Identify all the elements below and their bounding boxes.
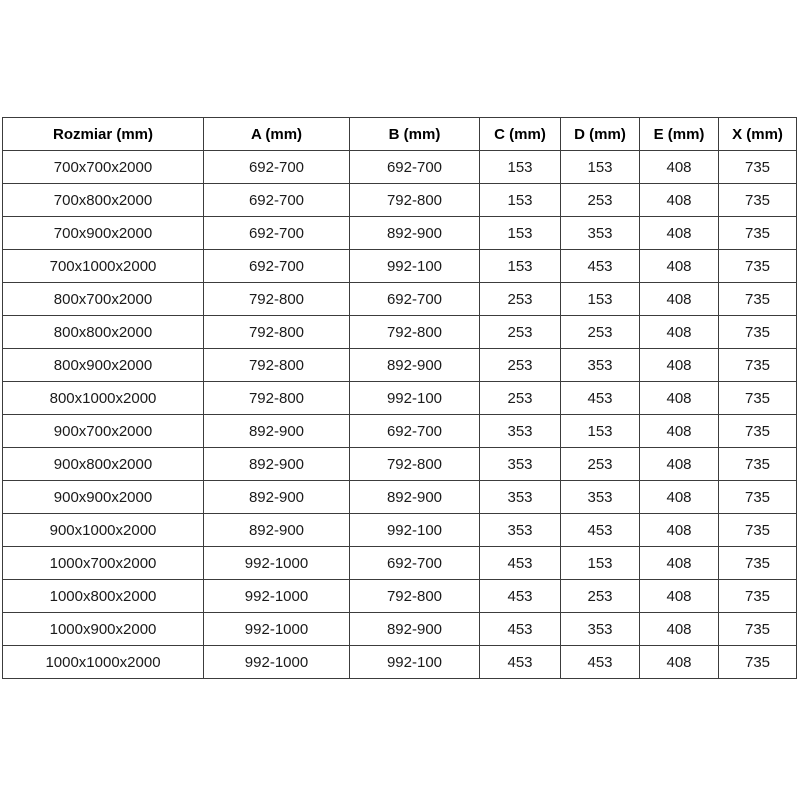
table-cell: 792-800 bbox=[350, 580, 480, 613]
table-cell: 735 bbox=[719, 514, 797, 547]
table-cell: 800x1000x2000 bbox=[3, 382, 204, 415]
table-cell: 900x900x2000 bbox=[3, 481, 204, 514]
table-row bbox=[3, 547, 797, 580]
table-cell: 408 bbox=[640, 382, 719, 415]
column-header: D (mm) bbox=[561, 118, 640, 151]
table-row bbox=[3, 349, 797, 382]
table-row bbox=[3, 184, 797, 217]
table-cell: 992-1000 bbox=[204, 580, 350, 613]
table-cell: 153 bbox=[480, 184, 561, 217]
table-cell: 408 bbox=[640, 481, 719, 514]
table-cell: 408 bbox=[640, 646, 719, 679]
table-cell: 353 bbox=[480, 448, 561, 481]
dimensions-table-container bbox=[2, 117, 798, 679]
table-cell: 253 bbox=[480, 316, 561, 349]
table-cell: 253 bbox=[561, 316, 640, 349]
table-row bbox=[3, 382, 797, 415]
table-cell: 353 bbox=[480, 415, 561, 448]
table-cell: 900x1000x2000 bbox=[3, 514, 204, 547]
table-cell: 408 bbox=[640, 316, 719, 349]
table-cell: 992-100 bbox=[350, 646, 480, 679]
table-cell: 253 bbox=[480, 283, 561, 316]
table-cell: 408 bbox=[640, 184, 719, 217]
table-row bbox=[3, 250, 797, 283]
table-cell: 735 bbox=[719, 547, 797, 580]
table-cell: 408 bbox=[640, 580, 719, 613]
table-cell: 792-800 bbox=[350, 184, 480, 217]
table-cell: 992-1000 bbox=[204, 547, 350, 580]
table-cell: 408 bbox=[640, 448, 719, 481]
table-body bbox=[3, 151, 797, 679]
table-cell: 353 bbox=[480, 514, 561, 547]
table-cell: 735 bbox=[719, 448, 797, 481]
table-cell: 453 bbox=[480, 547, 561, 580]
table-cell: 153 bbox=[561, 283, 640, 316]
table-cell: 992-1000 bbox=[204, 613, 350, 646]
table-cell: 408 bbox=[640, 415, 719, 448]
table-cell: 700x900x2000 bbox=[3, 217, 204, 250]
table-cell: 792-800 bbox=[350, 316, 480, 349]
table-cell: 408 bbox=[640, 217, 719, 250]
table-cell: 253 bbox=[561, 580, 640, 613]
table-cell: 735 bbox=[719, 283, 797, 316]
table-cell: 792-800 bbox=[204, 316, 350, 349]
table-cell: 735 bbox=[719, 646, 797, 679]
table-cell: 900x700x2000 bbox=[3, 415, 204, 448]
table-cell: 892-900 bbox=[350, 349, 480, 382]
table-cell: 792-800 bbox=[204, 349, 350, 382]
table-cell: 153 bbox=[480, 217, 561, 250]
table-cell: 792-800 bbox=[204, 283, 350, 316]
table-cell: 992-100 bbox=[350, 382, 480, 415]
table-cell: 692-700 bbox=[204, 217, 350, 250]
table-cell: 700x700x2000 bbox=[3, 151, 204, 184]
table-cell: 692-700 bbox=[204, 184, 350, 217]
table-cell: 408 bbox=[640, 349, 719, 382]
table-cell: 408 bbox=[640, 283, 719, 316]
table-cell: 153 bbox=[480, 151, 561, 184]
table-cell: 408 bbox=[640, 250, 719, 283]
table-cell: 792-800 bbox=[350, 448, 480, 481]
table-cell: 892-900 bbox=[204, 415, 350, 448]
table-cell: 735 bbox=[719, 580, 797, 613]
column-header: X (mm) bbox=[719, 118, 797, 151]
table-cell: 700x800x2000 bbox=[3, 184, 204, 217]
table-row bbox=[3, 646, 797, 679]
table-cell: 800x700x2000 bbox=[3, 283, 204, 316]
table-cell: 408 bbox=[640, 547, 719, 580]
table-header bbox=[3, 118, 797, 151]
table-cell: 153 bbox=[480, 250, 561, 283]
column-header: A (mm) bbox=[204, 118, 350, 151]
table-row bbox=[3, 514, 797, 547]
table-cell: 692-700 bbox=[204, 250, 350, 283]
table-cell: 735 bbox=[719, 349, 797, 382]
table-cell: 353 bbox=[561, 613, 640, 646]
column-header: Rozmiar (mm) bbox=[3, 118, 204, 151]
table-row bbox=[3, 283, 797, 316]
table-cell: 992-1000 bbox=[204, 646, 350, 679]
table-cell: 408 bbox=[640, 514, 719, 547]
table-cell: 900x800x2000 bbox=[3, 448, 204, 481]
table-cell: 735 bbox=[719, 382, 797, 415]
table-cell: 735 bbox=[719, 217, 797, 250]
table-cell: 453 bbox=[480, 580, 561, 613]
table-cell: 992-100 bbox=[350, 514, 480, 547]
table-cell: 453 bbox=[561, 250, 640, 283]
table-row bbox=[3, 481, 797, 514]
column-header: B (mm) bbox=[350, 118, 480, 151]
table-cell: 1000x1000x2000 bbox=[3, 646, 204, 679]
table-cell: 692-700 bbox=[204, 151, 350, 184]
table-cell: 253 bbox=[561, 448, 640, 481]
table-cell: 453 bbox=[561, 514, 640, 547]
column-header: C (mm) bbox=[480, 118, 561, 151]
table-row bbox=[3, 415, 797, 448]
table-cell: 892-900 bbox=[204, 514, 350, 547]
table-cell: 453 bbox=[561, 646, 640, 679]
table-row bbox=[3, 217, 797, 250]
table-cell: 892-900 bbox=[204, 481, 350, 514]
table-cell: 735 bbox=[719, 151, 797, 184]
table-cell: 1000x700x2000 bbox=[3, 547, 204, 580]
table-cell: 735 bbox=[719, 250, 797, 283]
table-cell: 1000x900x2000 bbox=[3, 613, 204, 646]
table-cell: 800x900x2000 bbox=[3, 349, 204, 382]
table-cell: 353 bbox=[480, 481, 561, 514]
table-cell: 692-700 bbox=[350, 415, 480, 448]
table-cell: 700x1000x2000 bbox=[3, 250, 204, 283]
table-cell: 453 bbox=[480, 646, 561, 679]
table-cell: 253 bbox=[561, 184, 640, 217]
table-cell: 992-100 bbox=[350, 250, 480, 283]
table-cell: 735 bbox=[719, 613, 797, 646]
table-cell: 153 bbox=[561, 415, 640, 448]
table-cell: 692-700 bbox=[350, 547, 480, 580]
table-row bbox=[3, 448, 797, 481]
table-cell: 408 bbox=[640, 613, 719, 646]
table-row bbox=[3, 613, 797, 646]
table-cell: 1000x800x2000 bbox=[3, 580, 204, 613]
table-cell: 353 bbox=[561, 481, 640, 514]
table-cell: 453 bbox=[480, 613, 561, 646]
table-cell: 353 bbox=[561, 349, 640, 382]
table-cell: 892-900 bbox=[204, 448, 350, 481]
table-row bbox=[3, 580, 797, 613]
table-cell: 735 bbox=[719, 481, 797, 514]
table-cell: 692-700 bbox=[350, 151, 480, 184]
table-cell: 353 bbox=[561, 217, 640, 250]
table-cell: 735 bbox=[719, 415, 797, 448]
table-cell: 253 bbox=[480, 382, 561, 415]
table-row bbox=[3, 316, 797, 349]
table-cell: 735 bbox=[719, 316, 797, 349]
table-cell: 453 bbox=[561, 382, 640, 415]
table-cell: 408 bbox=[640, 151, 719, 184]
table-header-row bbox=[3, 118, 797, 151]
table-cell: 892-900 bbox=[350, 481, 480, 514]
table-cell: 692-700 bbox=[350, 283, 480, 316]
table-cell: 153 bbox=[561, 151, 640, 184]
table-cell: 800x800x2000 bbox=[3, 316, 204, 349]
table-cell: 892-900 bbox=[350, 613, 480, 646]
dimensions-table bbox=[2, 117, 797, 679]
table-row bbox=[3, 151, 797, 184]
table-cell: 153 bbox=[561, 547, 640, 580]
table-cell: 735 bbox=[719, 184, 797, 217]
table-cell: 253 bbox=[480, 349, 561, 382]
table-cell: 792-800 bbox=[204, 382, 350, 415]
table-cell: 892-900 bbox=[350, 217, 480, 250]
column-header: E (mm) bbox=[640, 118, 719, 151]
